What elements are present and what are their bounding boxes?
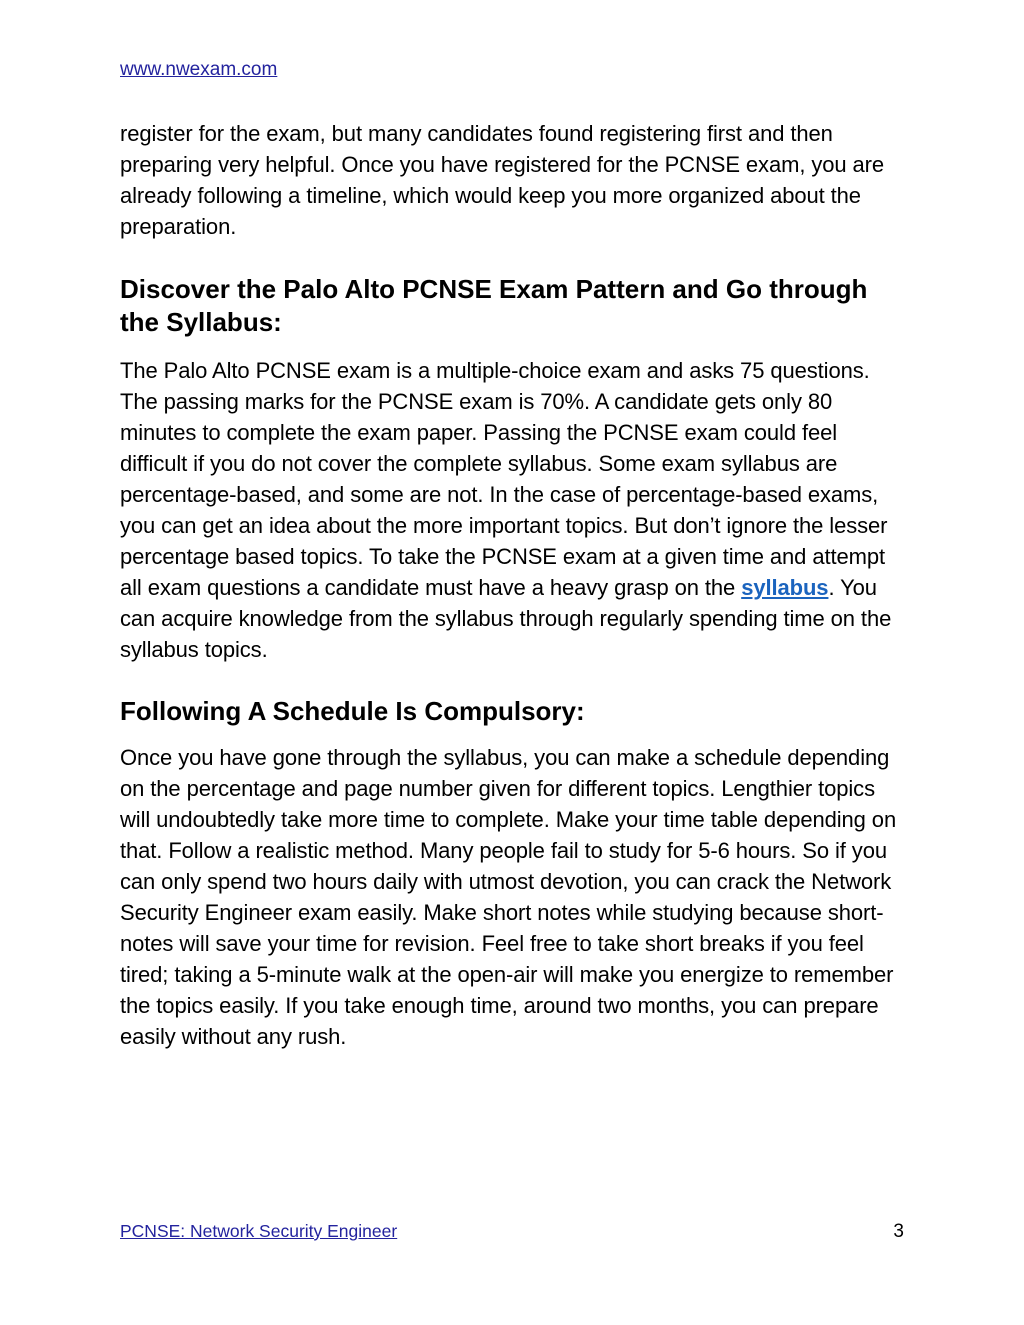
exam-pattern-text-before-link: The Palo Alto PCNSE exam is a multiple-choice exam and asks 75 questions. The passing marks for the PCNSE exam is 70%. A candidate gets only 80 minutes to complete the exam paper. Passing the PCNSE exam could feel difficult if you do not cover the complete syllabus. Some exam syllabus are percentage-based, and some are not. In the case of percentage-based exams, you can get an idea about the more important topics. But don’t ignore the lesser percentage based topics. To take the PCNSE exam at a given time and attempt all exam questions a candidate must have a heavy grasp on the xyxy=(120,358,888,600)
syllabus-link[interactable]: syllabus xyxy=(741,575,829,600)
page-number: 3 xyxy=(893,1221,904,1242)
site-url-link[interactable]: www.nwexam.com xyxy=(120,59,278,80)
document-content xyxy=(120,0,910,1052)
exam-pattern-paragraph xyxy=(120,355,910,665)
page-footer xyxy=(120,1220,904,1243)
section-heading-schedule: Following A Schedule Is Compulsory: xyxy=(120,696,585,726)
section-heading-exam-pattern: Discover the Palo Alto PCNSE Exam Pattern and Go through the Syllabus: xyxy=(120,274,868,337)
schedule-paragraph: Once you have gone through the syllabus, you can make a schedule depending on the percentage and page number given for different topics. Lengthier topics will undoubtedly take more time to complete. Make your time table depending on that. Follow a realistic method. Many people fail to study for 5-6 hours. So if you can only spend two hours daily with utmost devotion, you can crack the Network Security Engineer exam easily. Make short notes while studying because short-notes will save your time for revision. Feel free to take short breaks if you feel tired; taking a 5-minute walk at the open-air will make you energize to remember the topics easily. If you take enough time, around two months, you can prepare easily without any rush. xyxy=(120,745,897,1049)
footer-doc-link[interactable]: PCNSE: Network Security Engineer xyxy=(120,1221,398,1241)
exam-pattern-text-after-link: . You can acquire knowledge from the syllabus through regularly spending time on the syllabus topics. xyxy=(120,575,892,662)
intro-paragraph: register for the exam, but many candidates found registering first and then preparing very helpful. Once you have registered for the PCNSE exam, you are already following a timeline, which would keep you more organized about the preparation. xyxy=(120,121,885,239)
